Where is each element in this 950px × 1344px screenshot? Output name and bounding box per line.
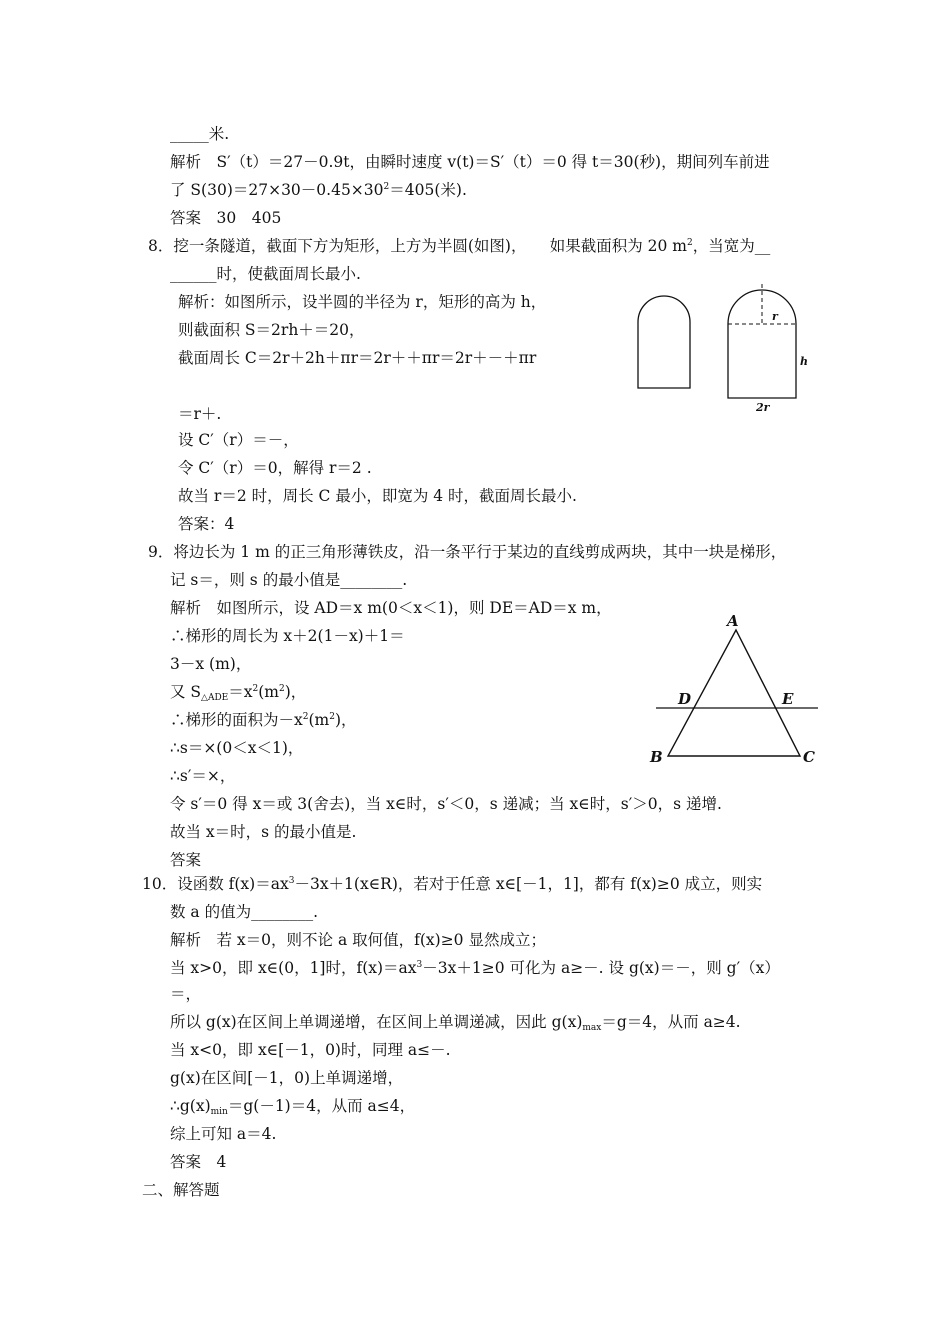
q9-analysis-line8: 令 s′＝0 得 x＝或 3(舍去)，当 x∈时，s′＜0，s 递减；当 x∈时，s′＞0，s 递增. [170, 795, 722, 813]
vertex-label-D: D [678, 690, 692, 708]
q8-analysis-line5: 设 C′（r）＝－， [178, 431, 299, 449]
q8-analysis-line2: 则截面积 S＝2rh＋＝20， [178, 321, 365, 339]
vertex-label-A: A [727, 612, 739, 630]
q7-tail: _____米. [170, 125, 230, 143]
tunnel-figure-labeled [724, 282, 814, 414]
q10-analysis-line8: 综上可知 a＝4. [170, 1125, 277, 1143]
q8-analysis-line1: 解析：如图所示，设半圆的半径为 r，矩形的高为 h， [178, 293, 547, 311]
vertex-label-E: E [782, 690, 794, 708]
q7-answer: 答案 30 405 [170, 209, 282, 227]
q9-analysis-line4: 又 $S_{\triangle ADE}=x^2(m^2)$， [170, 683, 307, 703]
tunnel-figure-plain [636, 294, 696, 390]
q10-analysis-line5: 当 x<0，即 x∈[－1，0)时，同理 a≤－. [170, 1041, 451, 1059]
q9-analysis-line7: ∴s′＝×， [170, 767, 236, 785]
q9-analysis-line2: ∴梯形的周长为 x＋2(1－x)＋1＝ [170, 627, 405, 645]
q10-analysis-line6: g(x)在区间[－1，0)上单调递增， [170, 1069, 404, 1087]
q8-stem-line1: 8．挖一条隧道，截面下方为矩形，上方为半圆(如图)， 如果截面积为 20 $m^2$，当宽为__ [148, 237, 771, 255]
fig-label-r: r [772, 310, 778, 323]
q10-analysis-line3: ＝， [170, 985, 202, 1003]
q10-analysis-line2: 当 x>0，即 x∈(0，1]时，$f(x)=ax^3-3x+1\ge 0$ 可化为 a≥－. 设 g(x)＝－，则 g′（x） [170, 959, 780, 977]
q8-answer: 答案：4 [178, 515, 235, 533]
q9-stem-line2: 记 s＝，则 s 的最小值是________. [170, 571, 408, 589]
q9-analysis-line9: 故当 x＝时，s 的最小值是. [170, 823, 357, 841]
q10-analysis-line1: 解析 若 x＝0，则不论 a 取何值，f(x)≥0 显然成立； [170, 931, 546, 949]
vertex-label-C: C [803, 748, 815, 766]
q8-analysis-line7: 故当 r＝2 时，周长 C 最小，即宽为 4 时，截面周长最小. [178, 487, 577, 505]
q8-analysis-line6: 令 C′（r）＝0，解得 r＝2 . [178, 459, 372, 477]
q9-analysis-line3: 3－x (m)， [170, 655, 252, 673]
section-heading: 二、解答题 [142, 1181, 220, 1199]
q10-stem-line2: 数 a 的值为________. [170, 903, 319, 921]
q10-analysis-line4: 所以 g(x)在区间上单调递增，在区间上单调递减，因此 $g(x)_{max}=g=4$，从而 a≥4. [170, 1013, 741, 1033]
vertex-label-B: B [650, 748, 663, 766]
q9-stem-line1: 9．将边长为 1 m 的正三角形薄铁皮，沿一条平行于某边的直线剪成两块，其中一块是梯形， [148, 543, 787, 561]
q7-analysis-line1: 解析 S′（t）＝27－0.9t，由瞬时速度 v(t)＝S′（t）＝0 得 t＝30(秒)，期间列车前进 [170, 153, 770, 171]
triangle-figure [640, 610, 830, 770]
q7-analysis-line2: 了 $S(30)=27\times 30-0.45\times 30^2=405$(米). [170, 181, 467, 199]
q8-stem-line2: ______时，使截面周长最小. [170, 265, 361, 283]
q8-analysis-line3: 截面周长 C＝2r＋2h＋πr＝2r＋＋πr＝2r＋－＋πr [178, 349, 537, 367]
q10-analysis-line7: $\therefore g(x)_{min}=g(-1)=4$，从而 a≤4， [170, 1097, 416, 1117]
q9-analysis-line6: ∴s＝×(0＜x＜1)， [170, 739, 304, 757]
fig-label-h: h [800, 355, 808, 368]
q9-answer: 答案 [170, 851, 202, 869]
q8-analysis-line4: ＝r＋. [178, 405, 222, 423]
q9-analysis-line5: ∴梯形的面积为$-x^2(m^2)$， [170, 711, 357, 729]
q9-analysis-line1: 解析 如图所示，设 AD＝x m(0＜x＜1)，则 DE＝AD＝x m， [170, 599, 612, 617]
q10-stem-line1: 10．设函数 $f(x)=ax^3-3x+1(x\in R)$，若对于任意 x∈[－1，1]，都有 f(x)≥0 成立，则实 [142, 875, 763, 893]
q10-answer: 答案 4 [170, 1153, 227, 1171]
fig-label-2r: 2r [756, 401, 770, 414]
